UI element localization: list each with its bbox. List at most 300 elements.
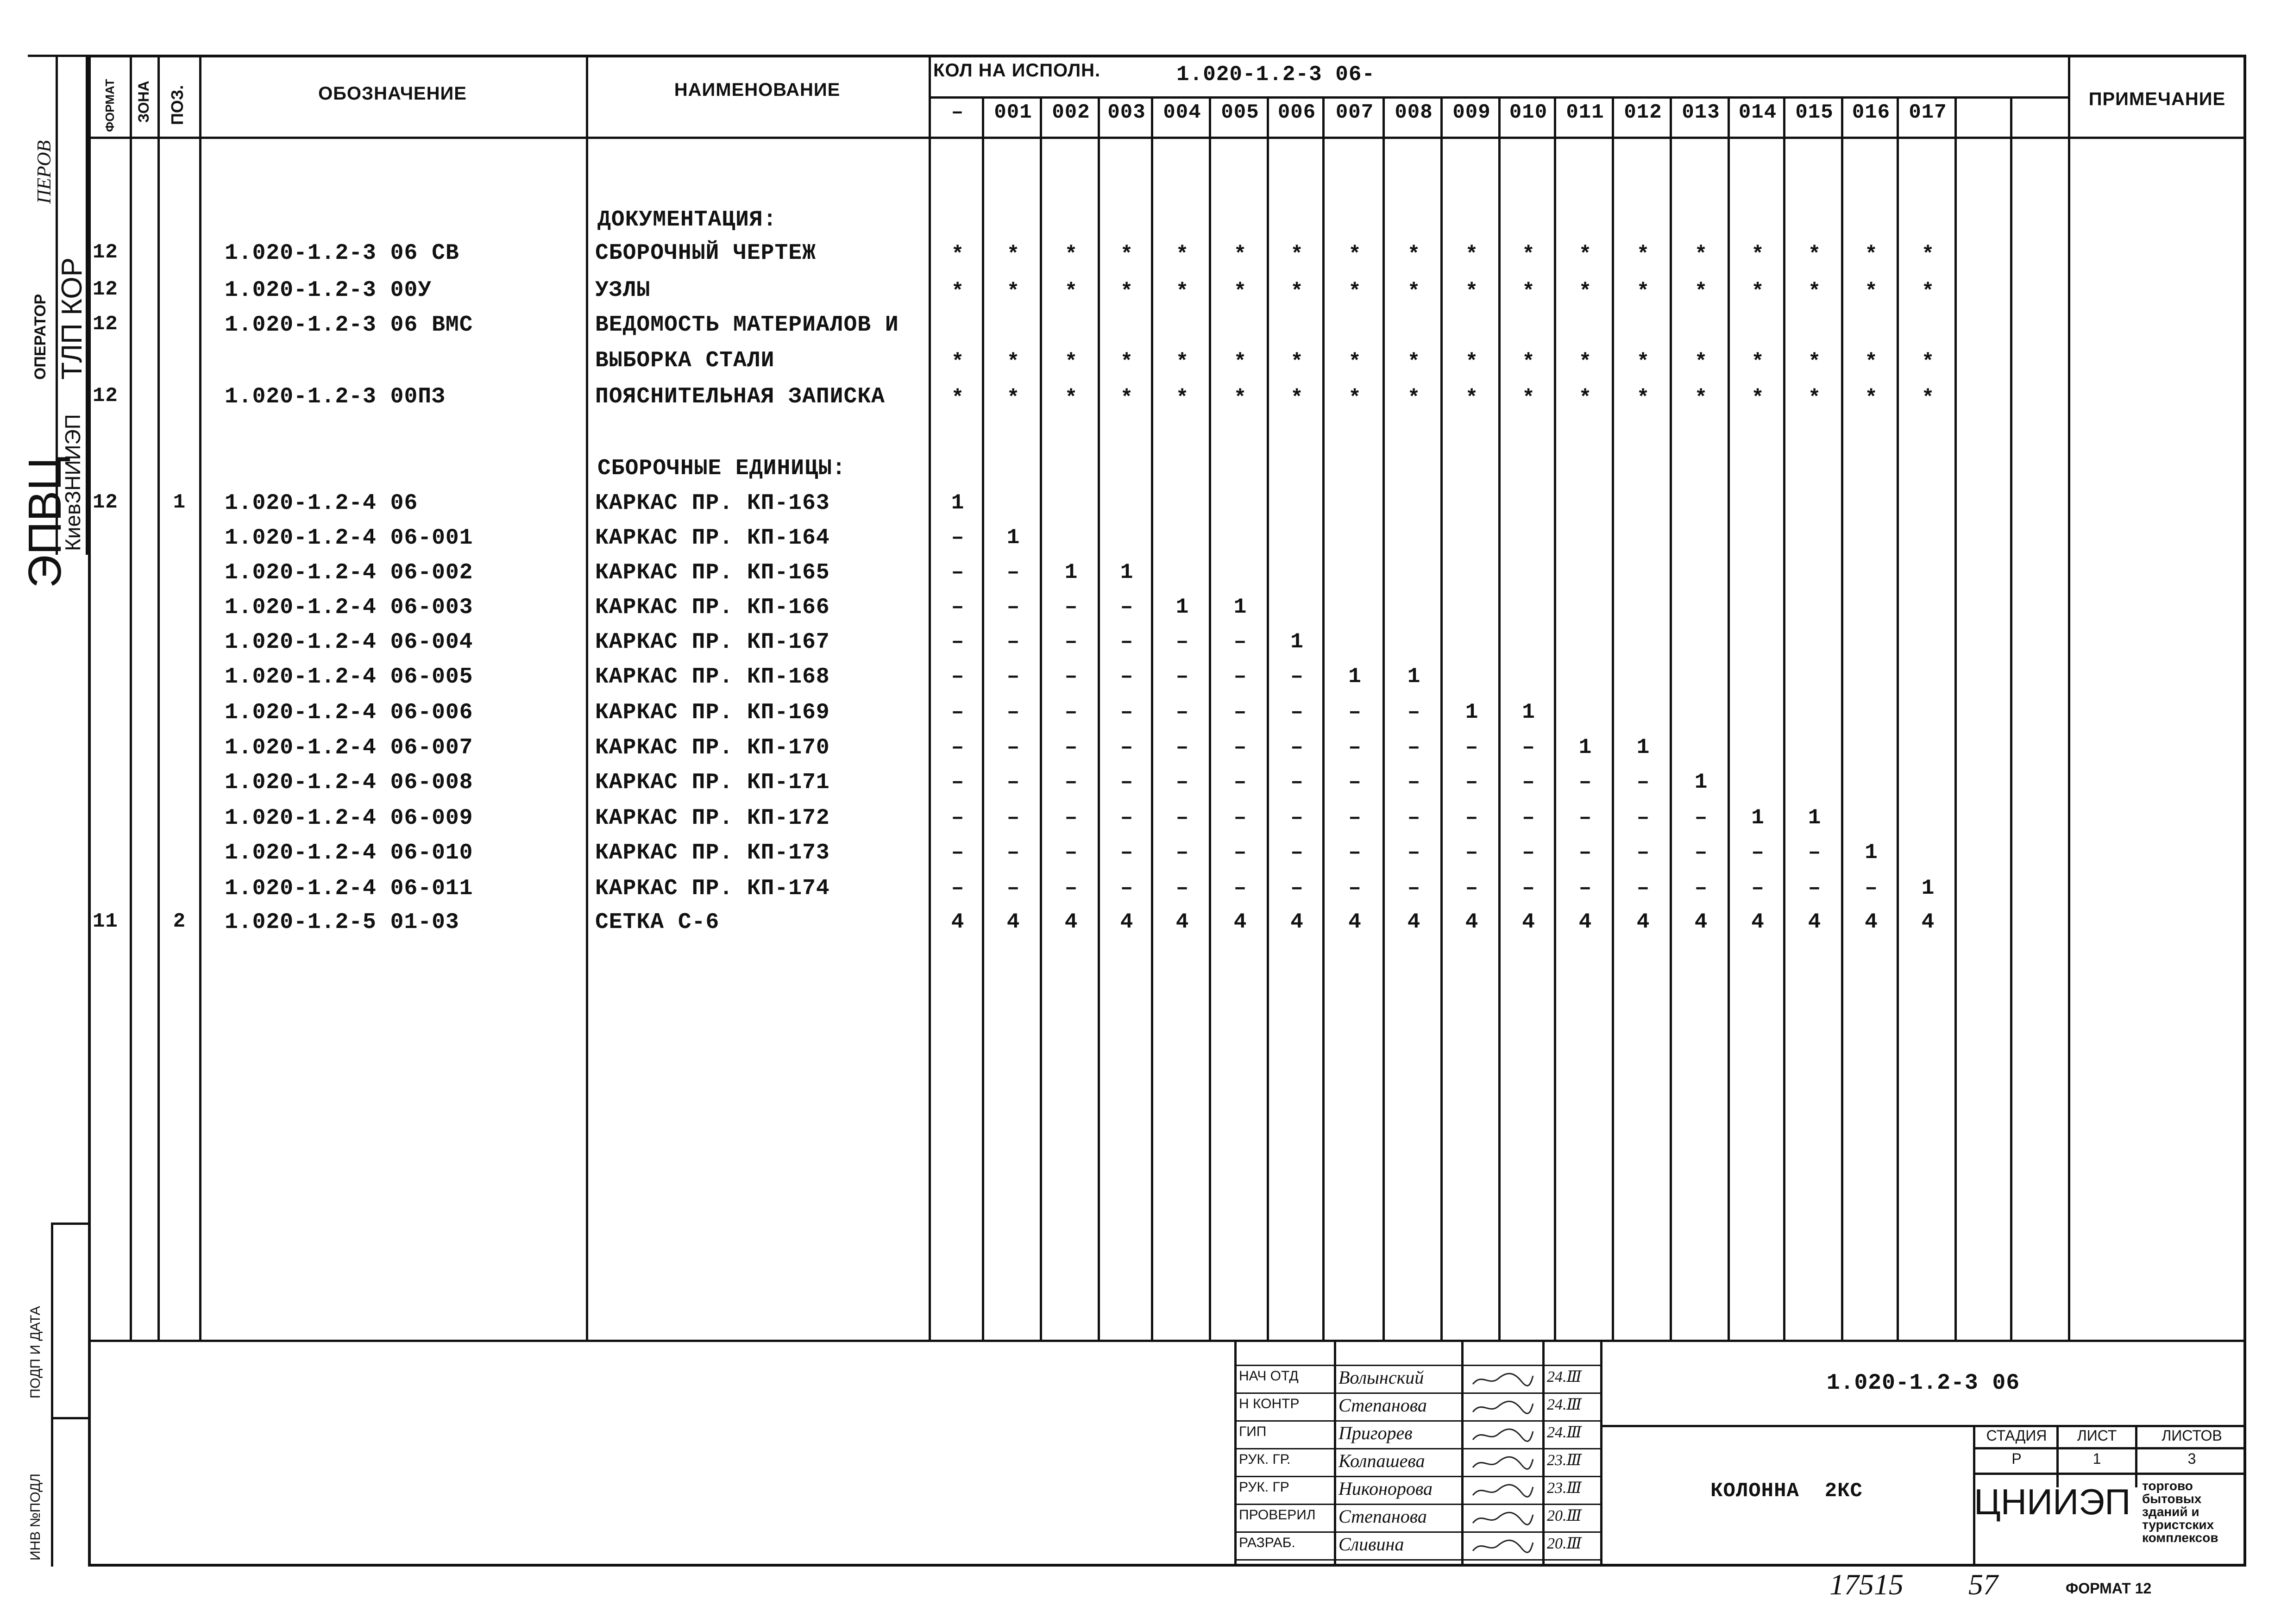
row-qty-cell: 1: [1578, 735, 1592, 759]
signer-date: 20.Ⅲ: [1547, 1507, 1582, 1524]
row-designation: 1.020-1.2-4 06: [225, 491, 418, 516]
header-divider: [88, 137, 2246, 139]
row-qty-cell: –: [951, 770, 964, 794]
col-line-designation: [199, 55, 201, 1342]
signer-role: РУК. ГР.: [1239, 1452, 1291, 1467]
signer-date: 24.Ⅲ: [1547, 1424, 1582, 1441]
row-qty-cell: 1: [1064, 560, 1078, 584]
table-bottom-line: [88, 1340, 2246, 1342]
row-qty-cell: *: [1120, 350, 1133, 374]
signer-name: Сливина: [1338, 1534, 1404, 1555]
tb-sheets-label: ЛИСТОВ: [2162, 1427, 2222, 1444]
row-qty-cell: *: [1522, 243, 1535, 267]
row-qty-cell: –: [1636, 770, 1650, 794]
signature: [1470, 1481, 1535, 1500]
variant-header: 002: [1052, 101, 1090, 124]
row-qty-cell: 1: [951, 491, 964, 515]
row-qty-cell: 4: [1175, 910, 1189, 934]
variant-header: 016: [1852, 101, 1891, 124]
row-qty-cell: *: [1921, 386, 1935, 410]
row-qty-cell: *: [1578, 350, 1592, 374]
row-qty-cell: *: [1578, 386, 1592, 410]
row-qty-cell: –: [1636, 840, 1650, 865]
row-qty-cell: –: [1064, 770, 1078, 794]
row-qty-cell: –: [1120, 700, 1133, 724]
row-qty-cell: *: [1290, 280, 1303, 304]
row-qty-cell: –: [1120, 876, 1133, 900]
row-qty-cell: *: [1006, 280, 1020, 304]
row-qty-cell: –: [1120, 630, 1133, 654]
row-qty-cell: –: [1233, 700, 1247, 724]
row-qty-cell: *: [1348, 386, 1361, 410]
tb-stage: Р: [2011, 1450, 2022, 1467]
signer-row-line: [1234, 1531, 1600, 1533]
tb-org: ЦНИИЭП: [1974, 1481, 2131, 1522]
tb-title: КОЛОННА 2КС: [1710, 1480, 1863, 1503]
row-qty-cell: –: [1522, 840, 1535, 865]
variant-col-line: [2010, 96, 2012, 1342]
row-qty-cell: –: [1175, 806, 1189, 830]
row-qty-cell: –: [1578, 806, 1592, 830]
row-qty-cell: –: [1694, 840, 1708, 865]
row-qty-cell: –: [1407, 840, 1420, 865]
row-qty-cell: –: [951, 560, 964, 584]
row-qty-cell: *: [1120, 386, 1133, 410]
row-qty-cell: –: [1522, 876, 1535, 900]
row-qty-cell: *: [1636, 280, 1650, 304]
row-qty-cell: –: [1348, 735, 1361, 759]
header-format: ФОРМАТ: [103, 79, 117, 132]
row-qty-cell: *: [1636, 350, 1650, 374]
signer-role: ГИП: [1239, 1424, 1267, 1439]
tb-stage-label: СТАДИЯ: [1986, 1427, 2047, 1444]
row-qty-cell: *: [1865, 243, 1878, 267]
row-qty-cell: –: [1064, 595, 1078, 619]
row-qty-cell: –: [1808, 876, 1821, 900]
variants-divider: [931, 96, 2070, 99]
footer-sheet-no: 57: [1968, 1568, 1998, 1601]
row-qty-cell: *: [1694, 350, 1708, 374]
row-name: КАРКАС ПР. КП-174: [595, 876, 830, 901]
row-qty-cell: *: [1465, 243, 1478, 267]
signer-date: 23.Ⅲ: [1547, 1480, 1582, 1497]
row-qty-cell: –: [1290, 735, 1303, 759]
row-qty-cell: –: [1407, 735, 1420, 759]
side-big: ЭПВЦ: [19, 456, 71, 588]
row-qty-cell: –: [1694, 876, 1708, 900]
variant-header: 017: [1909, 101, 1947, 124]
row-qty-cell: *: [1175, 386, 1189, 410]
row-qty-cell: –: [1522, 770, 1535, 794]
row-designation: 1.020-1.2-4 06-010: [225, 840, 473, 865]
signer-role: Н КОНТР: [1239, 1396, 1300, 1411]
signature: [1470, 1509, 1535, 1528]
row-qty-cell: *: [1921, 280, 1935, 304]
row-qty-cell: *: [1921, 350, 1935, 374]
row-name: КАРКАС ПР. КП-168: [595, 665, 830, 690]
header-pos: ПОЗ.: [168, 85, 187, 125]
row-name: СЕТКА С-6: [595, 910, 720, 935]
row-qty-cell: –: [1006, 630, 1020, 654]
row-qty-cell: –: [1290, 806, 1303, 830]
side-line1b: ПЕРОВ: [34, 140, 55, 204]
row-name: КАРКАС ПР. КП-164: [595, 526, 830, 551]
row-qty-cell: 4: [1522, 910, 1535, 934]
row-qty-cell: *: [1407, 386, 1420, 410]
row-name: ПОЯСНИТЕЛЬНАЯ ЗАПИСКА: [595, 384, 885, 409]
row-format: 12: [93, 491, 118, 514]
variant-header: 006: [1277, 101, 1316, 124]
row-qty-cell: 1: [1120, 560, 1133, 584]
row-format: 12: [93, 278, 118, 301]
side-lower-divider: [51, 1417, 88, 1419]
row-qty-cell: *: [1865, 386, 1878, 410]
row-qty-cell: *: [1808, 280, 1821, 304]
variant-header: –: [951, 101, 964, 124]
row-qty-cell: 1: [1522, 700, 1535, 724]
row-qty-cell: *: [1348, 243, 1361, 267]
row-qty-cell: *: [1808, 243, 1821, 267]
tb-org-desc-2: зданий и: [2142, 1505, 2199, 1519]
footer-number: 17515: [1829, 1568, 1904, 1601]
header-zone: ЗОНА: [135, 81, 152, 123]
signer-date: 24.Ⅲ: [1547, 1396, 1582, 1413]
footer-format: ФОРМАТ 12: [2066, 1580, 2152, 1597]
row-qty-cell: *: [1233, 243, 1247, 267]
row-qty-cell: 1: [1865, 840, 1878, 865]
signer-row-line: [1234, 1559, 1600, 1561]
signer-role: РАЗРАБ.: [1239, 1535, 1295, 1550]
row-qty-cell: *: [1865, 280, 1878, 304]
row-qty-cell: 4: [1006, 910, 1020, 934]
header-designation: ОБОЗНАЧЕНИЕ: [318, 83, 467, 104]
row-qty-cell: –: [1175, 840, 1189, 865]
row-qty-cell: –: [1064, 735, 1078, 759]
row-qty-cell: *: [951, 386, 964, 410]
row-format: 12: [93, 384, 118, 408]
row-name: ДОКУМЕНТАЦИЯ:: [597, 207, 777, 232]
row-qty-cell: –: [1175, 876, 1189, 900]
row-qty-cell: –: [1120, 735, 1133, 759]
row-qty-cell: –: [1120, 595, 1133, 619]
side-inst: КиевЗНИИЭП: [61, 414, 85, 551]
row-pos: 2: [173, 910, 186, 933]
row-qty-cell: –: [1348, 770, 1361, 794]
row-qty-cell: 4: [1865, 910, 1878, 934]
row-qty-cell: *: [1290, 350, 1303, 374]
row-qty-cell: –: [951, 526, 964, 550]
row-qty-cell: –: [1006, 595, 1020, 619]
row-qty-cell: 4: [951, 910, 964, 934]
row-qty-cell: –: [1407, 876, 1420, 900]
signer-name: Колпашева: [1338, 1450, 1425, 1471]
row-qty-cell: –: [1407, 770, 1420, 794]
tb-doc-code: 1.020-1.2-3 06: [1826, 1371, 2020, 1396]
row-qty-cell: –: [1465, 840, 1478, 865]
row-qty-cell: –: [1006, 876, 1020, 900]
row-qty-cell: *: [1407, 350, 1420, 374]
row-qty-cell: –: [1233, 770, 1247, 794]
row-qty-cell: 1: [1233, 595, 1247, 619]
row-name: КАРКАС ПР. КП-171: [595, 770, 830, 795]
row-qty-cell: 4: [1694, 910, 1708, 934]
variant-header: 007: [1335, 101, 1374, 124]
row-qty-cell: 1: [1348, 665, 1361, 689]
row-qty-cell: –: [1636, 876, 1650, 900]
row-qty-cell: –: [1120, 806, 1133, 830]
row-qty-cell: –: [1522, 806, 1535, 830]
row-qty-cell: *: [1921, 243, 1935, 267]
row-designation: 1.020-1.2-3 06 ВМС: [225, 313, 473, 338]
row-qty-cell: 4: [1636, 910, 1650, 934]
row-qty-cell: 4: [1751, 910, 1764, 934]
row-qty-cell: –: [951, 595, 964, 619]
row-name: КАРКАС ПР. КП-173: [595, 840, 830, 865]
row-qty-cell: –: [1290, 665, 1303, 689]
row-qty-cell: *: [1694, 243, 1708, 267]
row-qty-cell: –: [1233, 665, 1247, 689]
row-qty-cell: –: [1006, 840, 1020, 865]
row-qty-cell: –: [1120, 665, 1133, 689]
signer-date: 24.Ⅲ: [1547, 1368, 1582, 1386]
row-qty-cell: –: [1006, 806, 1020, 830]
row-designation: 1.020-1.2-4 06-009: [225, 806, 473, 831]
variant-header: 004: [1163, 101, 1201, 124]
row-qty-cell: –: [1006, 770, 1020, 794]
row-qty-cell: *: [1865, 350, 1878, 374]
row-qty-cell: 1: [1636, 735, 1650, 759]
row-qty-cell: 1: [1407, 665, 1420, 689]
row-name: СБОРОЧНЫЕ ЕДИНИЦЫ:: [597, 456, 846, 481]
row-qty-cell: –: [951, 630, 964, 654]
variant-header: 008: [1395, 101, 1433, 124]
row-qty-cell: –: [1348, 806, 1361, 830]
row-qty-cell: –: [1006, 665, 1020, 689]
tb-org-desc-1: бытовых: [2142, 1492, 2202, 1506]
row-designation: 1.020-1.2-4 06-007: [225, 735, 473, 760]
row-qty-cell: *: [1636, 386, 1650, 410]
signer-role: НАЧ ОТД: [1239, 1368, 1299, 1384]
row-qty-cell: –: [1694, 806, 1708, 830]
row-qty-cell: –: [1064, 700, 1078, 724]
row-qty-cell: 1: [1175, 595, 1189, 619]
row-qty-cell: –: [1465, 770, 1478, 794]
row-qty-cell: 4: [1578, 910, 1592, 934]
row-qty-cell: –: [1808, 840, 1821, 865]
row-qty-cell: 4: [1233, 910, 1247, 934]
row-qty-cell: *: [1064, 386, 1078, 410]
row-qty-cell: *: [1751, 280, 1764, 304]
row-qty-cell: –: [951, 735, 964, 759]
row-name: КАРКАС ПР. КП-169: [595, 700, 830, 725]
signer-role: РУК. ГР: [1239, 1480, 1289, 1495]
row-qty-cell: –: [1233, 840, 1247, 865]
row-qty-cell: –: [1120, 770, 1133, 794]
col-line-name: [586, 55, 588, 1342]
tb-sheets: 3: [2187, 1450, 2196, 1467]
row-qty-cell: –: [1175, 700, 1189, 724]
row-qty-cell: 4: [1120, 910, 1133, 934]
side-podp: ПОДП И ДАТА: [28, 1306, 43, 1398]
row-qty-cell: –: [1120, 840, 1133, 865]
row-qty-cell: *: [1006, 386, 1020, 410]
row-qty-cell: *: [1006, 350, 1020, 374]
row-qty-cell: –: [1636, 806, 1650, 830]
row-qty-cell: –: [1006, 700, 1020, 724]
row-qty-cell: *: [951, 350, 964, 374]
row-qty-cell: –: [1233, 735, 1247, 759]
signer-role: ПРОВЕРИЛ: [1239, 1507, 1316, 1523]
variant-header: 009: [1452, 101, 1491, 124]
row-qty-cell: –: [1348, 876, 1361, 900]
row-qty-cell: *: [1465, 386, 1478, 410]
row-qty-cell: –: [1407, 806, 1420, 830]
header-note: ПРИМЕЧАНИЕ: [2088, 89, 2226, 109]
row-qty-cell: *: [1233, 280, 1247, 304]
row-qty-cell: –: [951, 665, 964, 689]
row-format: 12: [93, 241, 118, 264]
col-line-pos: [157, 55, 160, 1342]
row-qty-cell: *: [1808, 350, 1821, 374]
row-designation: 1.020-1.2-4 06-011: [225, 876, 473, 901]
row-qty-cell: –: [1064, 840, 1078, 865]
row-qty-cell: 1: [1006, 526, 1020, 550]
row-qty-cell: *: [951, 243, 964, 267]
row-qty-cell: *: [1522, 386, 1535, 410]
row-qty-cell: *: [1407, 243, 1420, 267]
row-qty-cell: *: [1290, 386, 1303, 410]
row-qty-cell: –: [1233, 630, 1247, 654]
signature: [1470, 1398, 1535, 1417]
row-qty-cell: 4: [1465, 910, 1478, 934]
row-qty-cell: *: [1636, 243, 1650, 267]
signer-name: Волынский: [1338, 1367, 1424, 1388]
row-qty-cell: –: [951, 700, 964, 724]
row-format: 12: [93, 313, 118, 336]
header-name: НАИМЕНОВАНИЕ: [674, 80, 841, 100]
row-qty-cell: *: [1578, 243, 1592, 267]
row-qty-cell: *: [1751, 243, 1764, 267]
row-qty-cell: 1: [1290, 630, 1303, 654]
row-qty-cell: –: [951, 806, 964, 830]
row-qty-cell: –: [1006, 735, 1020, 759]
col-line-zone: [130, 55, 132, 1342]
tb-org-desc-3: туристских: [2142, 1517, 2214, 1532]
row-qty-cell: –: [1522, 735, 1535, 759]
tb-sheet: 1: [2092, 1450, 2101, 1467]
row-name: КАРКАС ПР. КП-172: [595, 806, 830, 831]
signer-name: Степанова: [1338, 1506, 1427, 1527]
row-name: УЗЛЫ: [595, 278, 651, 303]
col-line-note: [2068, 55, 2070, 1342]
row-qty-cell: 4: [1348, 910, 1361, 934]
row-designation: 1.020-1.2-4 06-006: [225, 700, 473, 725]
row-qty-cell: –: [1578, 770, 1592, 794]
signer-name: Никонорова: [1338, 1478, 1433, 1499]
row-pos: 1: [173, 491, 186, 514]
row-designation: 1.020-1.2-4 06-005: [225, 665, 473, 690]
row-format: 11: [93, 910, 118, 933]
row-qty-cell: 1: [1694, 770, 1708, 794]
row-name: КАРКАС ПР. КП-170: [595, 735, 830, 760]
row-qty-cell: –: [1290, 700, 1303, 724]
row-qty-cell: *: [1465, 350, 1478, 374]
row-designation: 1.020-1.2-3 00У: [225, 278, 432, 303]
row-qty-cell: –: [1175, 665, 1189, 689]
signer-row-line: [1234, 1448, 1600, 1449]
row-qty-cell: –: [1006, 560, 1020, 584]
row-qty-cell: –: [1465, 735, 1478, 759]
row-qty-cell: *: [1233, 386, 1247, 410]
row-qty-cell: *: [1694, 386, 1708, 410]
signature: [1470, 1454, 1535, 1472]
signature: [1470, 1426, 1535, 1444]
variant-header: 013: [1682, 101, 1720, 124]
row-qty-cell: 4: [1290, 910, 1303, 934]
row-qty-cell: 1: [1808, 806, 1821, 830]
row-qty-cell: *: [1006, 243, 1020, 267]
row-designation: 1.020-1.2-3 06 СВ: [225, 241, 459, 266]
row-qty-cell: –: [1751, 840, 1764, 865]
row-qty-cell: 1: [1921, 876, 1935, 900]
side-line1: ОПЕРАТОР: [31, 294, 49, 380]
row-qty-cell: –: [1348, 700, 1361, 724]
variant-header: 014: [1738, 101, 1777, 124]
row-qty-cell: *: [1064, 243, 1078, 267]
row-qty-cell: *: [1407, 280, 1420, 304]
side-inv: ИНВ №ПОДЛ: [28, 1474, 43, 1561]
row-qty-cell: *: [1751, 350, 1764, 374]
row-qty-cell: *: [1808, 386, 1821, 410]
row-qty-cell: –: [1578, 876, 1592, 900]
tb-org-desc-4: комплексов: [2142, 1530, 2218, 1545]
row-qty-cell: *: [1175, 243, 1189, 267]
header-qty-label: КОЛ НА ИСПОЛН.: [933, 60, 1101, 81]
row-qty-cell: 4: [1407, 910, 1420, 934]
row-qty-cell: *: [1522, 280, 1535, 304]
row-qty-cell: –: [1064, 876, 1078, 900]
row-qty-cell: 4: [1808, 910, 1821, 934]
row-qty-cell: *: [1578, 280, 1592, 304]
row-designation: 1.020-1.2-4 06-003: [225, 595, 473, 620]
row-qty-cell: –: [1290, 840, 1303, 865]
row-qty-cell: *: [1290, 243, 1303, 267]
row-name: КАРКАС ПР. КП-167: [595, 630, 830, 655]
signer-row-line: [1234, 1365, 1600, 1366]
row-qty-cell: *: [1522, 350, 1535, 374]
row-qty-cell: *: [1751, 386, 1764, 410]
row-qty-cell: –: [1465, 806, 1478, 830]
row-qty-cell: *: [1348, 350, 1361, 374]
row-qty-cell: *: [1694, 280, 1708, 304]
row-designation: 1.020-1.2-4 06-008: [225, 770, 473, 795]
row-qty-cell: –: [951, 840, 964, 865]
row-qty-cell: –: [1064, 630, 1078, 654]
signer-name: Пригорев: [1338, 1423, 1413, 1443]
row-qty-cell: *: [1175, 350, 1189, 374]
tb-line-h3: [1973, 1473, 2246, 1475]
row-qty-cell: –: [1064, 665, 1078, 689]
row-designation: 1.020-1.2-4 06-002: [225, 560, 473, 585]
row-qty-cell: 1: [1751, 806, 1764, 830]
variant-header: 005: [1221, 101, 1259, 124]
signer-date: 20.Ⅲ: [1547, 1535, 1582, 1552]
row-qty-cell: *: [1175, 280, 1189, 304]
tb-line-h2: [1973, 1447, 2246, 1449]
row-qty-cell: –: [1290, 876, 1303, 900]
row-qty-cell: –: [1175, 770, 1189, 794]
signer-row-line: [1234, 1476, 1600, 1477]
